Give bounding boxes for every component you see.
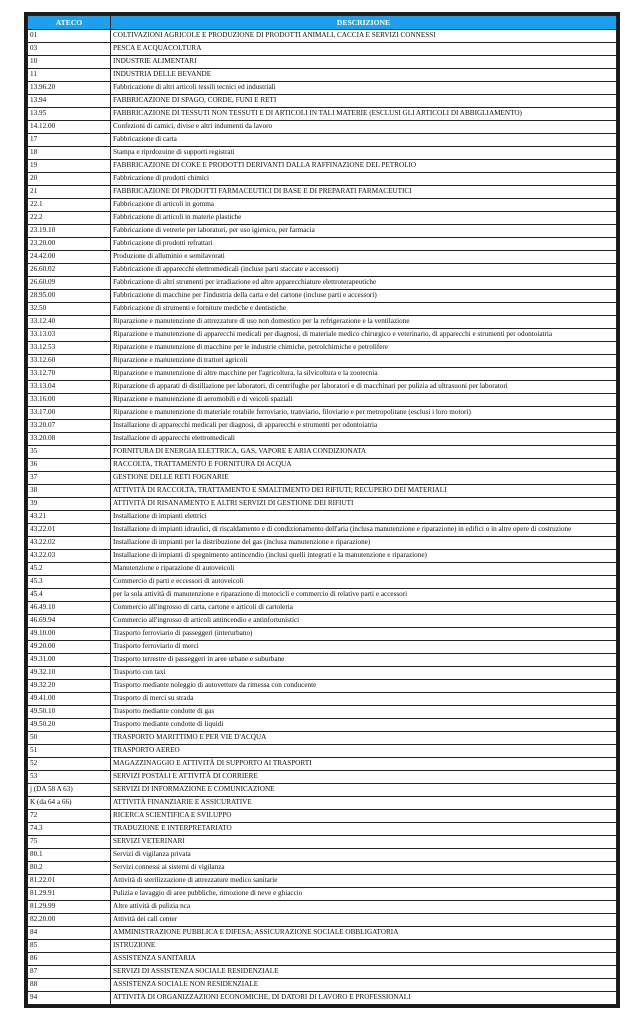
description-cell: Fabbricazione di articoli in gomma <box>111 199 617 212</box>
description-cell: Riparazione e manutenzione di macchine per le industrie chimiche, petrolchimiche e petrolifere <box>111 342 617 355</box>
ateco-code-cell: 03 <box>28 43 111 56</box>
description-cell: FABBRICAZIONE DI PRODOTTI FARMACEUTICI DI BASE E DI PREPARATI FARMACEUTICI <box>111 186 617 199</box>
description-cell: FABBRICAZIONE DI SPAGO, CORDE, FUNI E RETI <box>111 95 617 108</box>
description-cell: Commercio all'ingrosso di articoli antincendio e antinfortunistici <box>111 615 617 628</box>
description-cell: RICERCA SCIENTIFICA E SVILUPPO <box>111 810 617 823</box>
table-row <box>28 69 617 82</box>
description-cell: ASSISTENZA SANITARIA <box>111 953 617 966</box>
ateco-code-cell: 52 <box>28 758 111 771</box>
ateco-code-cell: 13.96.20 <box>28 82 111 95</box>
ateco-code-cell: 37 <box>28 472 111 485</box>
ateco-code-cell: 19 <box>28 160 111 173</box>
ateco-code-cell: 49.31.00 <box>28 654 111 667</box>
table-row <box>28 901 617 914</box>
table-row <box>28 953 617 966</box>
table-row <box>28 277 617 290</box>
ateco-code-cell: 36 <box>28 459 111 472</box>
table-row <box>28 43 617 56</box>
table-row <box>28 225 617 238</box>
ateco-code-cell: 86 <box>28 953 111 966</box>
table-row <box>28 589 617 602</box>
ateco-code-cell: 49.10.00 <box>28 628 111 641</box>
table-row <box>28 823 617 836</box>
table-row <box>28 784 617 797</box>
ateco-code-cell: 22.1 <box>28 199 111 212</box>
table-row <box>28 251 617 264</box>
description-cell: SERVIZI POSTALI E ATTIVITÀ DI CORRIERE <box>111 771 617 784</box>
description-cell: Riparazione e manutenzione di trattori agricoli <box>111 355 617 368</box>
description-cell: Trasporto mediante condotte di liquidi <box>111 719 617 732</box>
description-cell: AMMINISTRAZIONE PUBBLICA E DIFESA; ASSICURAZIONE SOCIALE OBBLIGATORIA <box>111 927 617 940</box>
description-cell: SERVIZI DI ASSISTENZA SOCIALE RESIDENZIALE <box>111 966 617 979</box>
table-row <box>28 160 617 173</box>
ateco-code-cell: 81.29.99 <box>28 901 111 914</box>
ateco-code-cell: 80.2 <box>28 862 111 875</box>
description-cell: Stampa e riprdozuine di supporti registrati <box>111 147 617 160</box>
description-cell: Fabbricazione di articoli in materie plastiche <box>111 212 617 225</box>
table-row <box>28 849 617 862</box>
table-row <box>28 641 617 654</box>
table-row <box>28 290 617 303</box>
description-cell: Fabbricazione di macchine per l'industria della carta e del cartone (incluse parti e accessori) <box>111 290 617 303</box>
description-cell: Trasporto ferroviario di merci <box>111 641 617 654</box>
table-row <box>28 381 617 394</box>
table-row <box>28 121 617 134</box>
table-row <box>28 134 617 147</box>
ateco-code-cell: 28.95.00 <box>28 290 111 303</box>
table-row <box>28 797 617 810</box>
table-row <box>28 615 617 628</box>
ateco-document <box>24 12 620 1008</box>
description-cell: Trasporto mediante noleggio di autovetture da rimessa con conducente <box>111 680 617 693</box>
table-row <box>28 537 617 550</box>
ateco-code-cell: 33.13.04 <box>28 381 111 394</box>
table-row <box>28 771 617 784</box>
ateco-code-cell: 10 <box>28 56 111 69</box>
ateco-code-cell: 43.22.01 <box>28 524 111 537</box>
ateco-code-cell: 50 <box>28 732 111 745</box>
description-cell: Trasporto terrestre di passeggeri in aree urbane e suburbane <box>111 654 617 667</box>
table-row <box>28 602 617 615</box>
description-cell: Fabbricazione di altri strumenti per irradiazione ed altre apparecchiature elettroterapeutiche <box>111 277 617 290</box>
ateco-code-cell: 49.32.10 <box>28 667 111 680</box>
description-cell: ISTRUZIONE <box>111 940 617 953</box>
table-header <box>28 16 617 30</box>
table-row <box>28 511 617 524</box>
table-row <box>28 329 617 342</box>
ateco-code-cell: 38 <box>28 485 111 498</box>
table-row <box>28 654 617 667</box>
ateco-code-cell: 80.1 <box>28 849 111 862</box>
ateco-code-cell: 49.20.00 <box>28 641 111 654</box>
table-body <box>28 30 617 1005</box>
description-cell: Riparazione e manutenzione di altre macchine per l'agricoltura, la silvicoltura e la zootecnia <box>111 368 617 381</box>
description-cell: SERVIZI VETERINARI <box>111 836 617 849</box>
ateco-code-cell: 33.12.70 <box>28 368 111 381</box>
ateco-code-cell: 35 <box>28 446 111 459</box>
ateco-code-cell: 22.2 <box>28 212 111 225</box>
table-row <box>28 368 617 381</box>
ateco-code-cell: 39 <box>28 498 111 511</box>
ateco-code-cell: 46.69.94 <box>28 615 111 628</box>
description-cell: Installazione di apparecchi medicali per diagnosi, di apparecchi e strumenti per odontoiatria <box>111 420 617 433</box>
description-cell: Fabbricazione di apparecchi elettromedicali (incluse parti staccate e accessori) <box>111 264 617 277</box>
ateco-code-cell: 33.12.40 <box>28 316 111 329</box>
ateco-code-cell: 74.3 <box>28 823 111 836</box>
table-row <box>28 407 617 420</box>
description-cell: TRADUZIONE E INTERPRETARIATO <box>111 823 617 836</box>
table-row <box>28 303 617 316</box>
header-row <box>28 16 617 30</box>
table-row <box>28 940 617 953</box>
table-row <box>28 667 617 680</box>
ateco-code-cell: 49.50.20 <box>28 719 111 732</box>
ateco-code-cell: 23.19.10 <box>28 225 111 238</box>
description-cell: Installazione di impianti idraulici, di riscaldamento e di condizionamento dell'aria (inclusa manutenzione e riparazione) in edifici o in altre opere di costruzione <box>111 524 617 537</box>
ateco-code-cell: 72 <box>28 810 111 823</box>
table-row <box>28 342 617 355</box>
description-cell: Installazione di impianti elettrici <box>111 511 617 524</box>
table-row <box>28 693 617 706</box>
table-row <box>28 459 617 472</box>
description-cell: Attività di sterilizzazione di attrezzature medico sanitarie <box>111 875 617 888</box>
description-cell: FABBRICAZIONE DI COKE E PRODOTTI DERIVANTI DALLA RAFFINAZIONE DEL PETROLIO <box>111 160 617 173</box>
table-row <box>28 888 617 901</box>
table-row <box>28 173 617 186</box>
description-cell: Fabbricazione di prodotti chimici <box>111 173 617 186</box>
ateco-code-cell: 13.94 <box>28 95 111 108</box>
description-cell: MAGAZZINAGGIO E ATTIVITÀ DI SUPPORTO AI TRASPORTI <box>111 758 617 771</box>
ateco-code-cell: 81.29.91 <box>28 888 111 901</box>
ateco-code-cell: 45.3 <box>28 576 111 589</box>
ateco-code-cell: 84 <box>28 927 111 940</box>
description-cell: Fabbricazione di vetrerie per laboratori, per uso igienico, per farmacia <box>111 225 617 238</box>
ateco-code-cell: 33.12.53 <box>28 342 111 355</box>
table-row <box>28 108 617 121</box>
ateco-code-cell: 43.22.03 <box>28 550 111 563</box>
ateco-code-cell: 33.12.60 <box>28 355 111 368</box>
description-cell: Fabbricazione di altri articoli tessili tecnici ed industriali <box>111 82 617 95</box>
table-row <box>28 498 617 511</box>
table-row <box>28 355 617 368</box>
table-row <box>28 563 617 576</box>
description-cell: ATTIVITÀ DI ORGANIZZAZIONI ECONOMICHE, DI DATORI DI LAVORO E PROFESSIONALI <box>111 992 617 1005</box>
description-cell: Trasporto mediante condotte di gas <box>111 706 617 719</box>
table-row <box>28 212 617 225</box>
table-row <box>28 875 617 888</box>
ateco-code-cell: 49.50.10 <box>28 706 111 719</box>
table-row <box>28 745 617 758</box>
ateco-code-cell: 18 <box>28 147 111 160</box>
description-cell: Commercio di parti e eccessori di autoveicoli <box>111 576 617 589</box>
table-row <box>28 472 617 485</box>
description-cell: Attività dei call center <box>111 914 617 927</box>
description-cell: TRASPORTO AEREO <box>111 745 617 758</box>
table-row <box>28 186 617 199</box>
description-cell: Trasporto con taxi <box>111 667 617 680</box>
ateco-code-cell: 82.20.00 <box>28 914 111 927</box>
description-cell: Installazione di impianti di spegnimento antincendio (inclusi quelli integrati e la manutenzione e riparazione) <box>111 550 617 563</box>
description-cell: GESTIONE DELLE RETI FOGNARIE <box>111 472 617 485</box>
table-row <box>28 420 617 433</box>
table-row <box>28 836 617 849</box>
description-cell: ATTIVITÀ FINANZIARIE E ASSICURATIVE <box>111 797 617 810</box>
description-cell: Altre attività di pulizia nca <box>111 901 617 914</box>
ateco-code-cell: 33.20.07 <box>28 420 111 433</box>
table-row <box>28 56 617 69</box>
ateco-code-cell: 33.17.00 <box>28 407 111 420</box>
ateco-code-cell: 33.13.03 <box>28 329 111 342</box>
ateco-code-cell: 11 <box>28 69 111 82</box>
table-row <box>28 433 617 446</box>
description-cell: Produzione di alluminio e semilavorati <box>111 251 617 264</box>
ateco-code-cell: 51 <box>28 745 111 758</box>
table-row <box>28 199 617 212</box>
ateco-code-cell: 46.49.10 <box>28 602 111 615</box>
ateco-code-cell: K (da 64 a 66) <box>28 797 111 810</box>
table-row <box>28 810 617 823</box>
ateco-code-cell: 49.41.00 <box>28 693 111 706</box>
table-row <box>28 82 617 95</box>
description-cell: Trasporto di merci su strada <box>111 693 617 706</box>
description-cell: per la sola attività di manutenzione e riparazione di motocicli e commercio di relative parti e accessori <box>111 589 617 602</box>
ateco-code-cell: 13.95 <box>28 108 111 121</box>
description-cell: Riparazione di apparati di distillazione per laboratori, di centrifughe per laboratori e di macchinari per pulizia ad ultrasuoni per laboratori <box>111 381 617 394</box>
table-row <box>28 485 617 498</box>
table-row <box>28 680 617 693</box>
ateco-code-cell: 23.20.00 <box>28 238 111 251</box>
description-cell: FABBRICAZIONE DI TESSUTI NON TESSUTI E DI ARTICOLI IN TALI MATERIE (ESCLUSI GLI ARTICOLI DI ABBIGLIAMENTO) <box>111 108 617 121</box>
ateco-code-cell: 85 <box>28 940 111 953</box>
ateco-code-cell: 88 <box>28 979 111 992</box>
description-cell: Fabbricazione di strumenti e forniture mediche e dentistiche <box>111 303 617 316</box>
table-row <box>28 147 617 160</box>
description-cell: Servizi connessi ai sistemi di vigilanza <box>111 862 617 875</box>
table-row <box>28 524 617 537</box>
table-row <box>28 394 617 407</box>
table-row <box>28 992 617 1005</box>
table-row <box>28 628 617 641</box>
description-cell: INDUSTRIE ALIMENTARI <box>111 56 617 69</box>
description-cell: INDUSTRIA DELLE BEVANDE <box>111 69 617 82</box>
table-row <box>28 446 617 459</box>
ateco-code-cell: 45.2 <box>28 563 111 576</box>
table-row <box>28 758 617 771</box>
description-cell: FORNITURA DI ENERGIA ELETTRICA, GAS, VAPORE E ARIA CONDIZIONATA <box>111 446 617 459</box>
ateco-code-cell: 26.60.09 <box>28 277 111 290</box>
description-cell: TRASPORTO MARITTIMO E PER VIE D'ACQUA <box>111 732 617 745</box>
header-ateco: ATECO <box>28 16 111 30</box>
description-cell: Riparazione e manutenzione di aeromobili e di veicoli spaziali <box>111 394 617 407</box>
ateco-code-cell: 32.50 <box>28 303 111 316</box>
description-cell: SERVIZI DI INFORMAZIONE E COMUNICAZIONE <box>111 784 617 797</box>
description-cell: PESCA E ACQUACOLTURA <box>111 43 617 56</box>
description-cell: Riparazione e manutenzione di apparecchi medicali per diagnosi, di materiale medico chirurgico e veterinario, di apparecchi e strumenti per odontoiatria <box>111 329 617 342</box>
description-cell: RACCOLTA, TRATTAMENTO E FORNITURA DI ACQUA <box>111 459 617 472</box>
ateco-code-cell: 49.32.20 <box>28 680 111 693</box>
ateco-code-cell: 45.4 <box>28 589 111 602</box>
ateco-code-cell: 17 <box>28 134 111 147</box>
ateco-code-cell: 75 <box>28 836 111 849</box>
table-row <box>28 719 617 732</box>
ateco-table <box>27 15 617 1005</box>
table-row <box>28 95 617 108</box>
table-row <box>28 862 617 875</box>
ateco-code-cell: 20 <box>28 173 111 186</box>
description-cell: ASSISTENZA SOCIALE NON RESIDENZIALE <box>111 979 617 992</box>
description-cell: Fabbricazione di prodotti refrattari <box>111 238 617 251</box>
ateco-code-cell: 01 <box>28 30 111 43</box>
table-row <box>28 706 617 719</box>
description-cell: Commercio all'ingrosso di carta, cartone e articoli di cartoleria <box>111 602 617 615</box>
table-row <box>28 979 617 992</box>
table-row <box>28 316 617 329</box>
description-cell: Manutenzione e riparazione di autoveicoli <box>111 563 617 576</box>
table-row <box>28 732 617 745</box>
description-cell: Confezioni di camici, divise e altri indumenti da lavoro <box>111 121 617 134</box>
table-row <box>28 914 617 927</box>
ateco-code-cell: 81.22.01 <box>28 875 111 888</box>
table-row <box>28 576 617 589</box>
description-cell: Servizi di vigilanza privata <box>111 849 617 862</box>
ateco-code-cell: 33.16.00 <box>28 394 111 407</box>
ateco-code-cell: 14.12.00 <box>28 121 111 134</box>
description-cell: ATTIVITÀ DI RACCOLTA, TRATTAMENTO E SMALTIMENTO DEI RIFIUTI; RECUPERO DEI MATERIALI <box>111 485 617 498</box>
table-row <box>28 264 617 277</box>
ateco-code-cell: 33.20.08 <box>28 433 111 446</box>
description-cell: Riparazione e manutenzione di attrezzature di uso non domestico per la refrigerazione e la ventilazione <box>111 316 617 329</box>
table-row <box>28 550 617 563</box>
table-row <box>28 238 617 251</box>
description-cell: Trasporto ferroviario di passeggeri (interurbano) <box>111 628 617 641</box>
ateco-code-cell: 87 <box>28 966 111 979</box>
table-row <box>28 30 617 43</box>
description-cell: ATTIVITÀ DI RISANAMENTO E ALTRI SERVIZI DI GESTIONE DEI RIFIUTI <box>111 498 617 511</box>
description-cell: Pulizia e lavaggio di aree pubbliche, rimozione di neve e ghiaccio <box>111 888 617 901</box>
ateco-code-cell: 53 <box>28 771 111 784</box>
ateco-code-cell: 94 <box>28 992 111 1005</box>
table-row <box>28 966 617 979</box>
ateco-code-cell: 26.60.02 <box>28 264 111 277</box>
table-row <box>28 927 617 940</box>
description-cell: Fabbricazione di carta <box>111 134 617 147</box>
ateco-code-cell: 24.42.00 <box>28 251 111 264</box>
description-cell: Riparazione e manutenzione di materiale rotabile ferroviario, tranviario, filoviario e per metropolitane (esclusi i loro motori) <box>111 407 617 420</box>
header-descrizione: DESCRIZIONE <box>111 16 617 30</box>
description-cell: Installazione di apparecchi elettromedicali <box>111 433 617 446</box>
description-cell: Installazione di impianti per la distribuzione del gas (inclusa manutenzione e riparazione) <box>111 537 617 550</box>
ateco-code-cell: 21 <box>28 186 111 199</box>
ateco-code-cell: j (DA 58 A 63) <box>28 784 111 797</box>
ateco-code-cell: 43.21 <box>28 511 111 524</box>
ateco-code-cell: 43.22.02 <box>28 537 111 550</box>
description-cell: COLTIVAZIONI AGRICOLE E PRODUZIONE DI PRODOTTI ANIMALI, CACCIA E SERVIZI CONNESSI <box>111 30 617 43</box>
